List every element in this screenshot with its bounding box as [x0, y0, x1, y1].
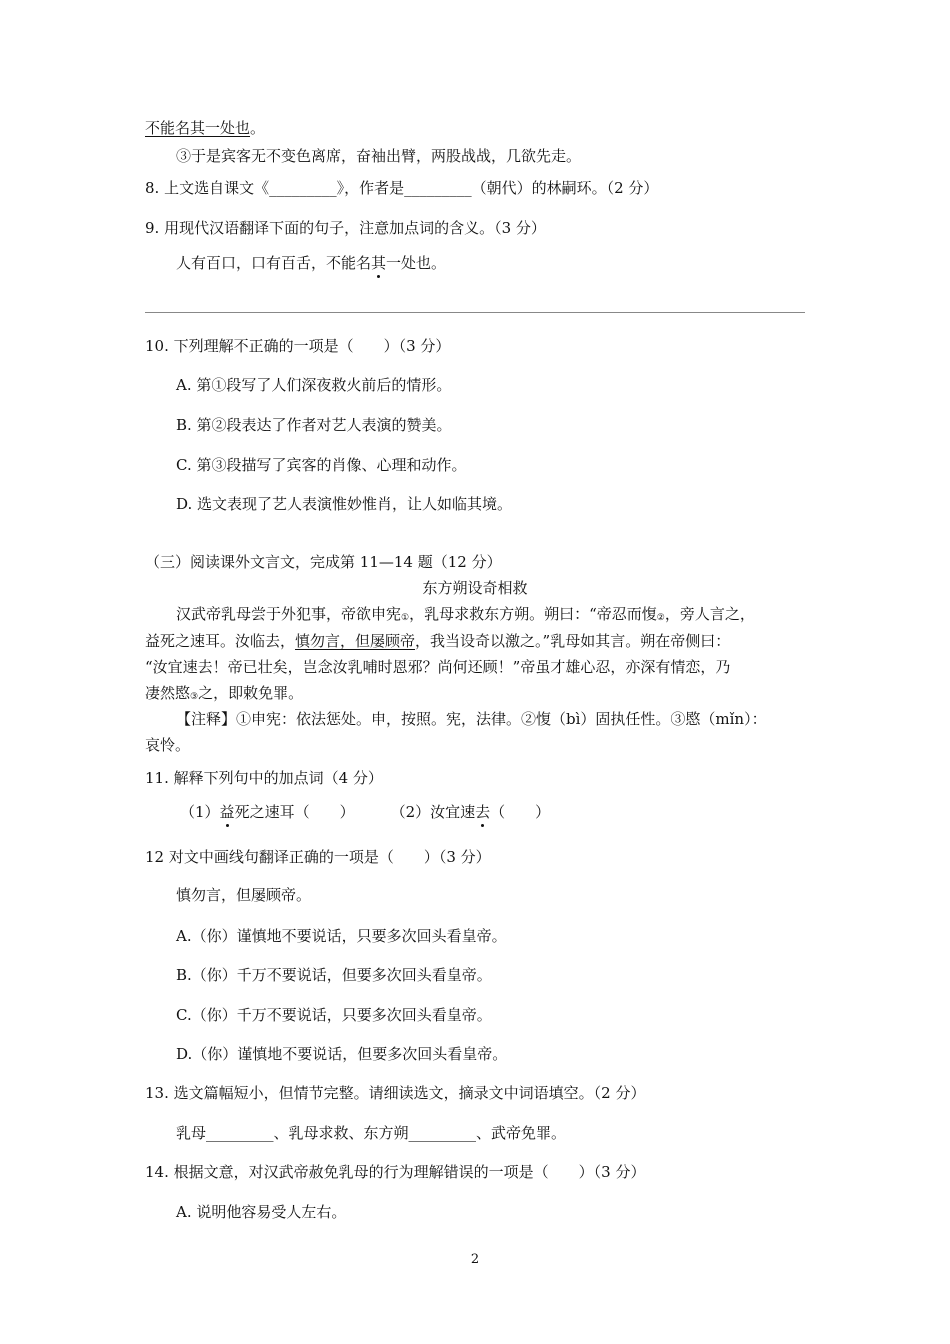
passage-line: 益死之速耳。汝临去，慎勿言，但屡顾帝，我当设奇以激之。”乳母如其言。朔在帝侧曰： — [145, 632, 731, 650]
dotted-word: 去 — [475, 803, 491, 821]
passage-line: 不能名其一处也。 — [145, 119, 266, 137]
question-11-stem: 11. 解释下列句中的加点词（4 分） — [145, 769, 383, 787]
answer-line — [145, 312, 805, 313]
question-13-fill: 乳母_________、乳母求救、东方朔_________、武帝免罪。 — [176, 1124, 567, 1142]
section-heading: （三）阅读课外文言文，完成第 11—14 题（12 分） — [145, 553, 502, 571]
question-8: 8. 上文选自课文《_________》，作者是_________（朝代）的林嗣环。（2 分） — [145, 179, 659, 197]
underlined-sentence: 不能名其一处也 — [145, 119, 251, 137]
underlined-sentence: 慎勿言，但屡顾帝 — [295, 632, 416, 650]
dotted-word: 其 — [371, 254, 387, 272]
option-a: A. 第①段写了人们深夜救火前后的情形。 — [176, 376, 452, 394]
question-12-sentence: 慎勿言，但屡顾帝。 — [176, 886, 312, 904]
dotted-word: 益 — [219, 803, 235, 821]
question-10-stem: 10. 下列理解不正确的一项是（ ）（3 分） — [145, 337, 451, 355]
passage-line: 凄然愍$_③$之，即敕免罪。 — [145, 684, 304, 702]
option-a: A.（你）谨慎地不要说话，只要多次回头看皇帝。 — [176, 927, 507, 945]
option-d: D.（你）谨慎地不要说话，但要多次回头看皇帝。 — [176, 1045, 508, 1063]
question-12-stem: 12 对文中画线句翻译正确的一项是（ ）（3 分） — [145, 848, 491, 866]
option-c: C. 第③段描写了宾客的肖像、心理和动作。 — [176, 456, 467, 474]
option-b: B.（你）千万不要说话，但要多次回头看皇帝。 — [176, 966, 492, 984]
question-11-items: （1）益死之速耳（ ） （2）汝宜速去（ ） — [180, 803, 551, 821]
page-number: 2 — [470, 1252, 480, 1267]
annotation: 【注释】①申宪：依法惩处。申，按照。宪，法律。②愎（bì）固执任性。③愍（mǐn）： — [176, 710, 767, 728]
option-c: C.（你）千万不要说话，只要多次回头看皇帝。 — [176, 1006, 492, 1024]
option-d: D. 选文表现了艺人表演惟妙惟肖，让人如临其境。 — [176, 495, 513, 513]
passage-line: ③于是宾客无不变色离席，奋袖出臂，两股战战，几欲先走。 — [176, 147, 582, 165]
question-9-stem: 9. 用现代汉语翻译下面的句子，注意加点词的含义。（3 分） — [145, 219, 546, 237]
annotation: 哀怜。 — [145, 736, 191, 754]
question-14-stem: 14. 根据文意，对汉武帝赦免乳母的行为理解错误的一项是（ ）（3 分） — [145, 1163, 646, 1181]
option-b: B. 第②段表达了作者对艺人表演的赞美。 — [176, 416, 452, 434]
option-a: A. 说明他容易受人左右。 — [176, 1203, 347, 1221]
passage-line: 汉武帝乳母尝于外犯事，帝欲申宪$_①$，乳母求救东方朔。朔曰：“帝忍而愎$_②$，旁人言之， — [176, 605, 755, 623]
question-9-sentence: 人有百口，口有百舌，不能名其一处也。 — [176, 254, 447, 272]
passage-line: “汝宜速去！帝已壮矣，岂念汝乳哺时恩邪？尚何还顾！”帝虽才雄心忍，亦深有情恋，乃 — [145, 658, 731, 676]
question-13-stem: 13. 选文篇幅短小，但情节完整。请细读选文，摘录文中词语填空。（2 分） — [145, 1084, 646, 1102]
passage-title: 东方朔设奇相救 — [422, 579, 528, 597]
